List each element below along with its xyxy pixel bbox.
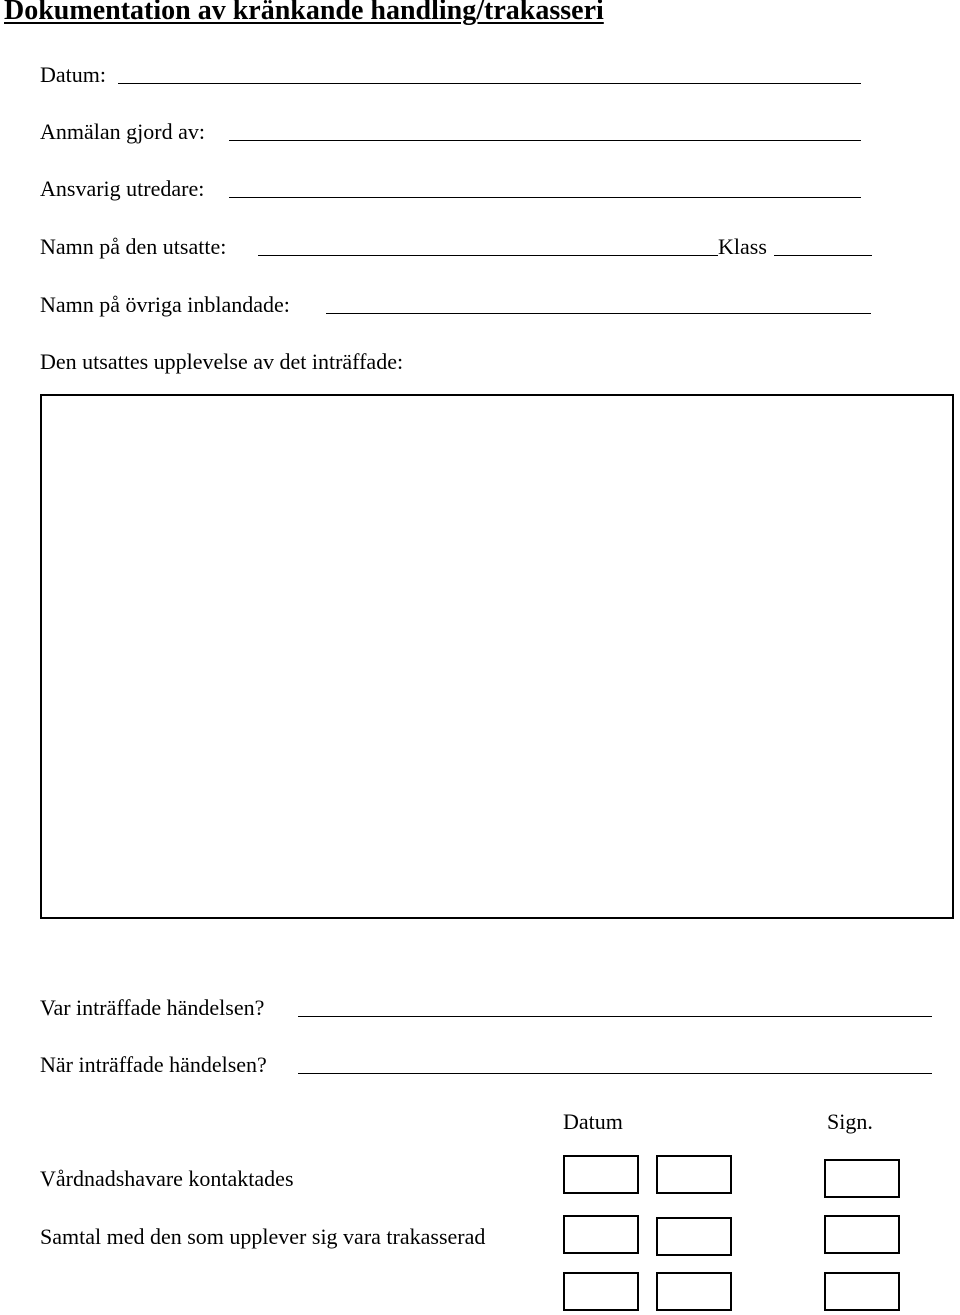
ansvarig-field[interactable] (229, 197, 861, 198)
checklist-row-label: Samtal med den som upplever sig vara trakasserad (40, 1224, 486, 1249)
nar-field[interactable] (298, 1073, 932, 1074)
namn-utsatte-field[interactable] (258, 255, 718, 256)
var-label: Var inträffade händelsen? (40, 995, 265, 1020)
klass-field[interactable] (774, 255, 872, 256)
var-field[interactable] (298, 1016, 932, 1017)
row2-sign-box[interactable] (824, 1215, 900, 1254)
row2-datum-box-1[interactable] (563, 1215, 639, 1254)
datum-field[interactable] (118, 83, 861, 84)
row3-datum-box-2[interactable] (656, 1272, 732, 1311)
nar-label: När inträffade händelsen? (40, 1052, 267, 1077)
datum-column-header: Datum (563, 1109, 623, 1134)
sign-column-header: Sign. (827, 1109, 873, 1134)
row1-datum-box-1[interactable] (563, 1155, 639, 1194)
checklist-row-label: Vårdnadshavare kontaktades (40, 1166, 294, 1191)
upplevelse-textarea[interactable] (40, 394, 954, 919)
row2-datum-box-2[interactable] (656, 1217, 732, 1256)
upplevelse-label: Den utsattes upplevelse av det inträffade: (40, 349, 404, 374)
datum-label: Datum: (40, 62, 106, 87)
page-title: Dokumentation av kränkande handling/trakasseri (4, 0, 604, 26)
namn-utsatte-label: Namn på den utsatte: (40, 234, 227, 259)
row3-sign-box[interactable] (824, 1272, 900, 1311)
row3-datum-box-1[interactable] (563, 1272, 639, 1311)
anmalan-field[interactable] (229, 140, 861, 141)
anmalan-label: Anmälan gjord av: (40, 119, 205, 144)
row1-sign-box[interactable] (824, 1159, 900, 1198)
namn-ovriga-field[interactable] (326, 313, 871, 314)
namn-ovriga-label: Namn på övriga inblandade: (40, 292, 290, 317)
row1-datum-box-2[interactable] (656, 1155, 732, 1194)
klass-label: Klass (718, 234, 767, 259)
ansvarig-label: Ansvarig utredare: (40, 176, 205, 201)
